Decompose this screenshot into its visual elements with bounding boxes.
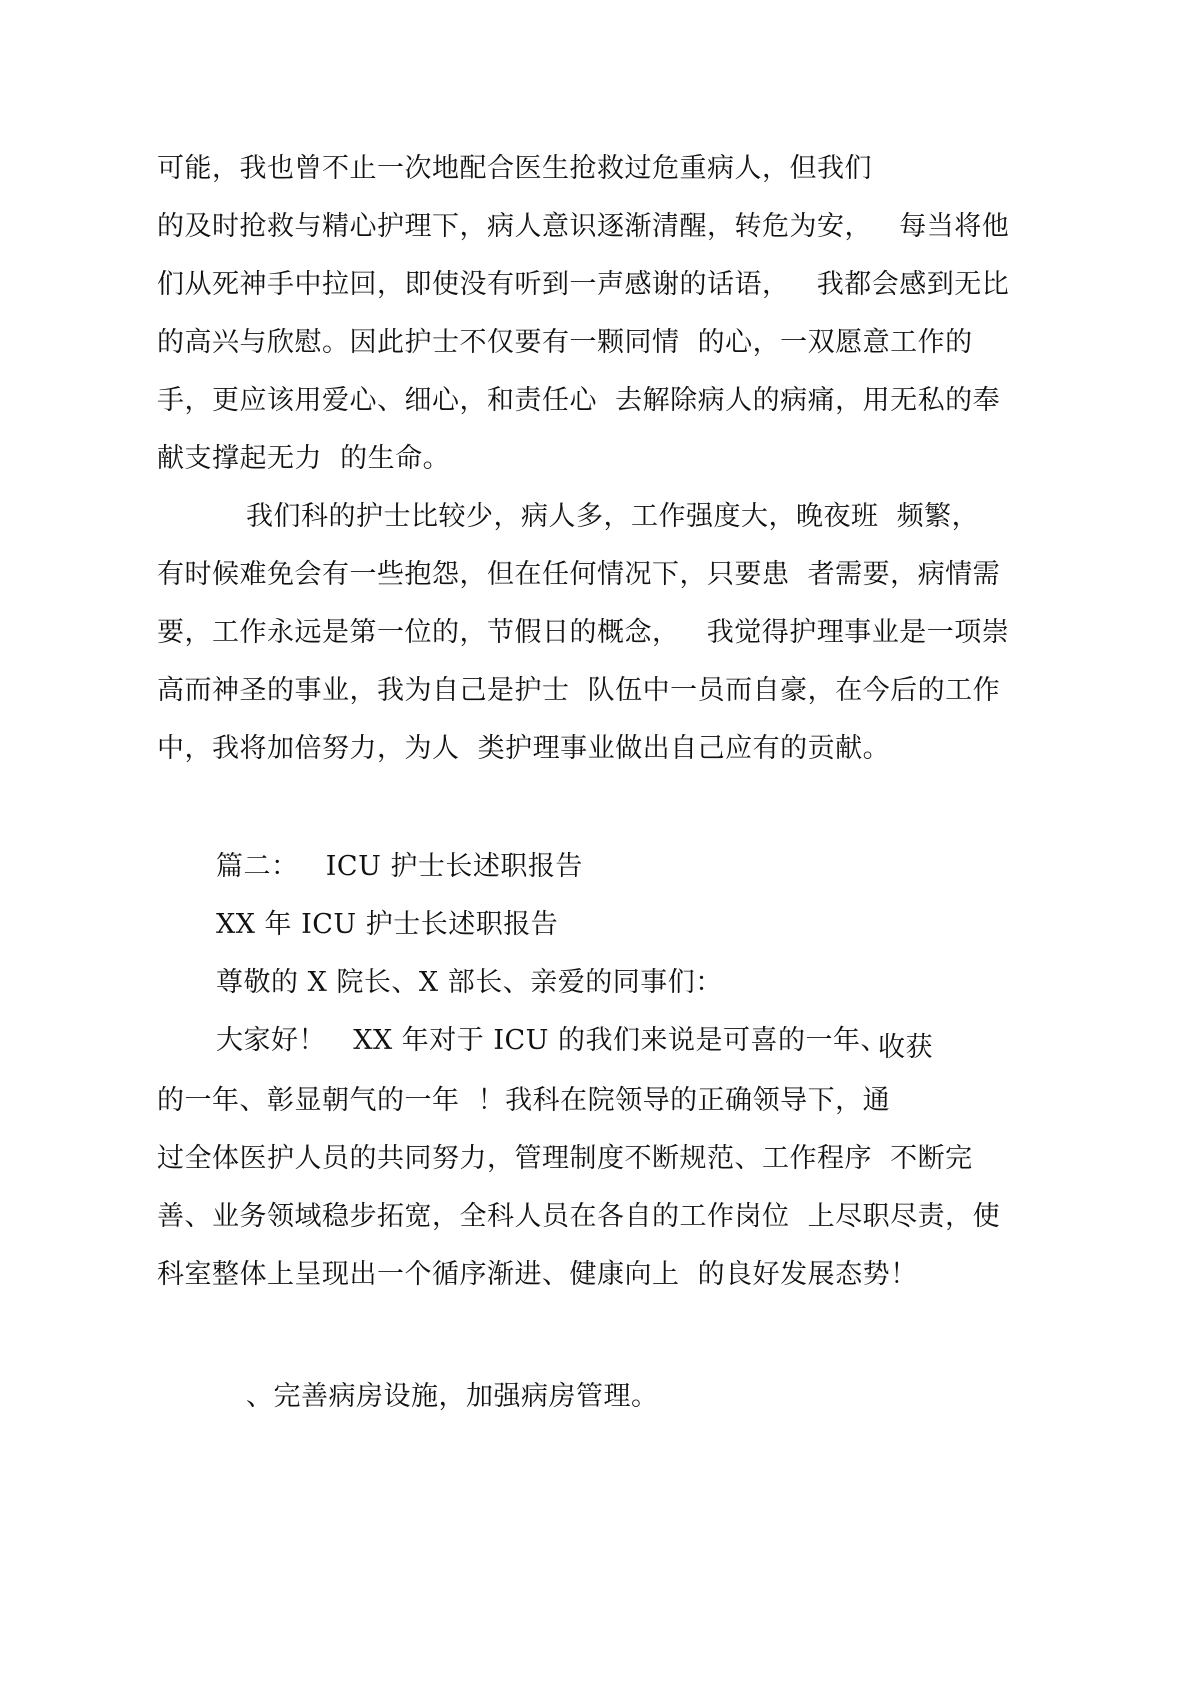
section-heading: 篇二： ICU 护士长述职报告 xyxy=(216,851,583,882)
paragraph-1-line-4: 的高兴与欣慰。因此护士不仅要有一颗同情 的心，一双愿意工作的 xyxy=(157,327,973,358)
paragraph-2-line-2: 有时候难免会有一些抱怨，但在任何情况下，只要患 者需要，病情需 xyxy=(157,559,1001,590)
paragraph-1-line-6: 献支撑起无力 的生命。 xyxy=(157,443,451,474)
report-title: XX 年 ICU 护士长述职报告 xyxy=(216,909,559,940)
list-item: 、完善病房设施，加强病房管理。 xyxy=(246,1381,659,1412)
paragraph-3-line-2: 的一年、彰显朝气的一年 ！我科在院领导的正确领导下，通 xyxy=(157,1085,891,1116)
paragraph-1-line-3: 们从死神手中拉回，即使没有听到一声感谢的话语， 我都会感到无比 xyxy=(157,269,1010,300)
paragraph-1-line-1: 可能，我也曾不止一次地配合医生抢救过危重病人，但我们 xyxy=(157,153,872,184)
paragraph-3-line-1-tail: 收获 xyxy=(878,1032,933,1063)
paragraph-2-line-3: 要，工作永远是第一位的，节假日的概念， 我觉得护理事业是一项崇 xyxy=(157,617,1010,648)
paragraph-2-line-1: 我们科的护士比较少，病人多，工作强度大，晚夜班 频繁， xyxy=(246,501,980,532)
paragraph-3-line-3: 过全体医护人员的共同努力，管理制度不断规范、工作程序 不断完 xyxy=(157,1143,973,1174)
paragraph-3-line-4: 善、业务领域稳步拓宽，全科人员在各自的工作岗位 上尽职尽责，使 xyxy=(157,1201,1001,1232)
salutation: 尊敬的 X 院长、X 部长、亲爱的同事们： xyxy=(216,967,723,998)
paragraph-2-line-5: 中，我将加倍努力，为人 类护理事业做出自己应有的贡献。 xyxy=(157,733,891,764)
paragraph-1-line-2: 的及时抢救与精心护理下，病人意识逐渐清醒，转危为安， 每当将他 xyxy=(157,211,1010,242)
paragraph-2-line-4: 高而神圣的事业，我为自己是护士 队伍中一员而自豪，在今后的工作 xyxy=(157,675,1001,706)
paragraph-3-line-5: 科室整体上呈现出一个循序渐进、健康向上 的良好发展态势！ xyxy=(157,1259,918,1290)
paragraph-3-line-1: 大家好！ XX 年对于 ICU 的我们来说是可喜的一年、 xyxy=(216,1025,889,1056)
paragraph-1-line-5: 手，更应该用爱心、细心，和责任心 去解除病人的病痛，用无私的奉 xyxy=(157,385,1001,416)
